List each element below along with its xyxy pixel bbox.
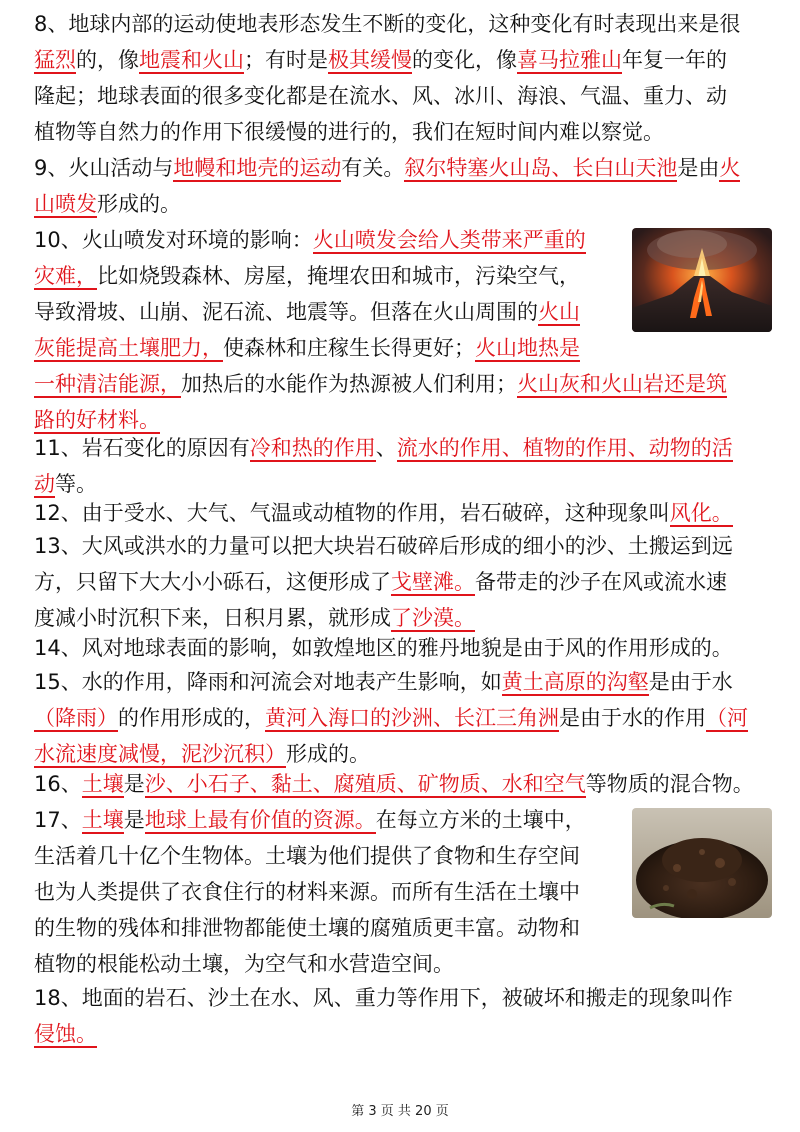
highlight-text: 土壤 (81, 772, 124, 796)
text-line (34, 294, 634, 330)
body-text: 是由 (677, 156, 720, 180)
highlight-text: （降雨） (34, 706, 118, 730)
text-line (34, 6, 774, 42)
item-18 (34, 980, 774, 1052)
item-12 (34, 495, 774, 531)
highlight-text: 黄土高原的沟壑 (501, 670, 649, 694)
body-text: 方，只留下大大小小砾石，这便形成了 (34, 570, 391, 594)
text-line (34, 114, 774, 150)
highlight-text: 极其缓慢 (328, 48, 412, 72)
highlight-text: 喜马拉雅山 (517, 48, 622, 72)
body-text: 是由于水的作用 (559, 706, 706, 730)
body-text: 、 (375, 436, 397, 460)
text-line (34, 980, 774, 1016)
highlight-text: （河 (706, 706, 748, 730)
body-text: 植物的根能松动土壤，为空气和水营造空间。 (34, 952, 454, 976)
highlight-text: 沙、小石子、黏土、腐殖质、矿物质、水和空气 (144, 772, 586, 796)
highlight-text: 侵蚀。 (34, 1022, 97, 1046)
body-text: 度减小时沉积下来，日积月累，就形成 (34, 606, 391, 630)
body-text: 18、地面的岩石、沙土在水、风、重力等作用下，被破坏和搬走的现象叫作 (34, 986, 733, 1010)
highlight-text: 水流速度减慢，泥沙沉积） (34, 742, 286, 766)
text-line (34, 495, 774, 531)
volcano-image (632, 228, 772, 332)
item-15 (34, 664, 774, 772)
body-text: 10、火山喷发对环境的影响： (34, 228, 313, 252)
item-13 (34, 528, 774, 636)
text-line (34, 564, 774, 600)
text-line (34, 630, 774, 666)
text-line (34, 186, 774, 222)
body-text: 加热后的水能作为热源被人们利用； (181, 372, 517, 396)
body-text: 形成的。 (97, 192, 181, 216)
text-line (34, 700, 774, 736)
highlight-text: 山喷发 (34, 192, 97, 216)
item-11 (34, 430, 774, 502)
body-text: 8、地球内部的运动使地表形态发生不断的变化，这种变化有时表现出来是很 (34, 12, 741, 36)
text-line (34, 802, 634, 838)
page-footer: 第 3 页 共 20 页 (351, 1104, 449, 1119)
text-line (34, 766, 774, 802)
highlight-text: 地球上最有价值的资源。 (144, 808, 376, 832)
item-9 (34, 150, 774, 222)
text-line (34, 258, 634, 294)
highlight-text: 火山 (538, 300, 580, 324)
highlight-text: 了沙漠。 (391, 606, 475, 630)
text-line (34, 42, 774, 78)
body-text: 形成的。 (286, 742, 370, 766)
body-text: 等物质的混合物。 (585, 772, 754, 796)
highlight-text: 火山灰和火山岩还是筑 (517, 372, 727, 396)
text-line (34, 946, 634, 982)
text-line (34, 150, 774, 186)
item-17 (34, 802, 634, 982)
highlight-text: 戈壁滩。 (391, 570, 475, 594)
item-10 (34, 222, 727, 438)
body-text: 植物等自然力的作用下很缓慢的进行的，我们在短时间内难以察觉。 (34, 120, 664, 144)
body-text: 9、火山活动与 (34, 156, 174, 180)
body-text: 11、岩石变化的原因有 (34, 436, 250, 460)
highlight-text: 叙尔特塞火山岛、长白山天池 (404, 156, 678, 180)
text-line (34, 910, 634, 946)
body-text: 的，像 (76, 48, 139, 72)
highlight-text: 灾难， (34, 264, 97, 288)
text-line (34, 528, 774, 564)
highlight-text: 风化。 (669, 501, 733, 525)
text-line (34, 838, 634, 874)
item-8 (34, 6, 774, 150)
body-text: 导致滑坡、山崩、泥石流、地震等。但落在火山周围的 (34, 300, 538, 324)
body-text: 也为人类提供了衣食住行的材料来源。而所有生活在土壤中 (34, 880, 580, 904)
text-line (34, 664, 774, 700)
highlight-text: 火山地热是 (475, 336, 580, 360)
body-text: 的变化，像 (412, 48, 517, 72)
body-text: 年复一年的 (622, 48, 727, 72)
body-text: 使森林和庄稼生长得更好； (223, 336, 475, 360)
body-text: 13、大风或洪水的力量可以把大块岩石破碎后形成的细小的沙、土搬运到远 (34, 534, 733, 558)
text-line (34, 430, 774, 466)
body-text: 16、 (34, 772, 82, 796)
body-text: 等。 (55, 472, 97, 496)
highlight-text: 地震和火山 (139, 48, 244, 72)
body-text: 12、由于受水、大气、气温或动植物的作用，岩石破碎，这种现象叫 (34, 501, 670, 525)
body-text: 15、水的作用，降雨和河流会对地表产生影响，如 (34, 670, 502, 694)
body-text: 的作用形成的， (118, 706, 265, 730)
highlight-text: 流水的作用、植物的作用、动物的活 (396, 436, 733, 460)
item-16 (34, 766, 774, 802)
highlight-text: 路的好材料。 (34, 408, 160, 432)
body-text: 在每立方米的土壤中， (375, 808, 586, 832)
body-text: ；有时是 (244, 48, 328, 72)
body-text: 的生物的残体和排泄物都能使土壤的腐殖质更丰富。动物和 (34, 916, 580, 940)
body-text: 是 (123, 808, 145, 832)
body-text: 17、 (34, 808, 82, 832)
body-text: 隆起；地球表面的很多变化都是在流水、风、冰川、海浪、气温、重力、动 (34, 84, 727, 108)
text-line (34, 874, 634, 910)
highlight-text: 土壤 (81, 808, 124, 832)
highlight-text: 冷和热的作用 (249, 436, 376, 460)
text-line (34, 330, 634, 366)
highlight-text: 地幔和地壳的运动 (173, 156, 342, 180)
text-line (34, 366, 727, 402)
body-text: 比如烧毁森林、房屋，掩埋农田和城市，污染空气， (97, 264, 580, 288)
body-text: 备带走的沙子在风或流水速 (475, 570, 727, 594)
highlight-text: 猛烈 (34, 48, 76, 72)
body-text: 有关。 (341, 156, 405, 180)
text-line (34, 78, 774, 114)
text-line (34, 222, 634, 258)
body-text: 是 (123, 772, 145, 796)
highlight-text: 一种清洁能源， (34, 372, 181, 396)
highlight-text: 黄河入海口的沙洲、长江三角洲 (265, 706, 559, 730)
body-text: 是由于水 (648, 670, 733, 694)
soil-image (632, 808, 772, 918)
highlight-text: 动 (34, 472, 55, 496)
body-text: 生活着几十亿个生物体。土壤为他们提供了食物和生存空间 (34, 844, 580, 868)
highlight-text: 火 (719, 156, 741, 180)
highlight-text: 火山喷发会给人类带来严重的 (312, 228, 586, 252)
highlight-text: 灰能提高土壤肥力， (34, 336, 223, 360)
item-14 (34, 630, 774, 666)
text-line (34, 1016, 774, 1052)
body-text: 14、风对地球表面的影响，如敦煌地区的雅丹地貌是由于风的作用形成的。 (34, 636, 733, 660)
